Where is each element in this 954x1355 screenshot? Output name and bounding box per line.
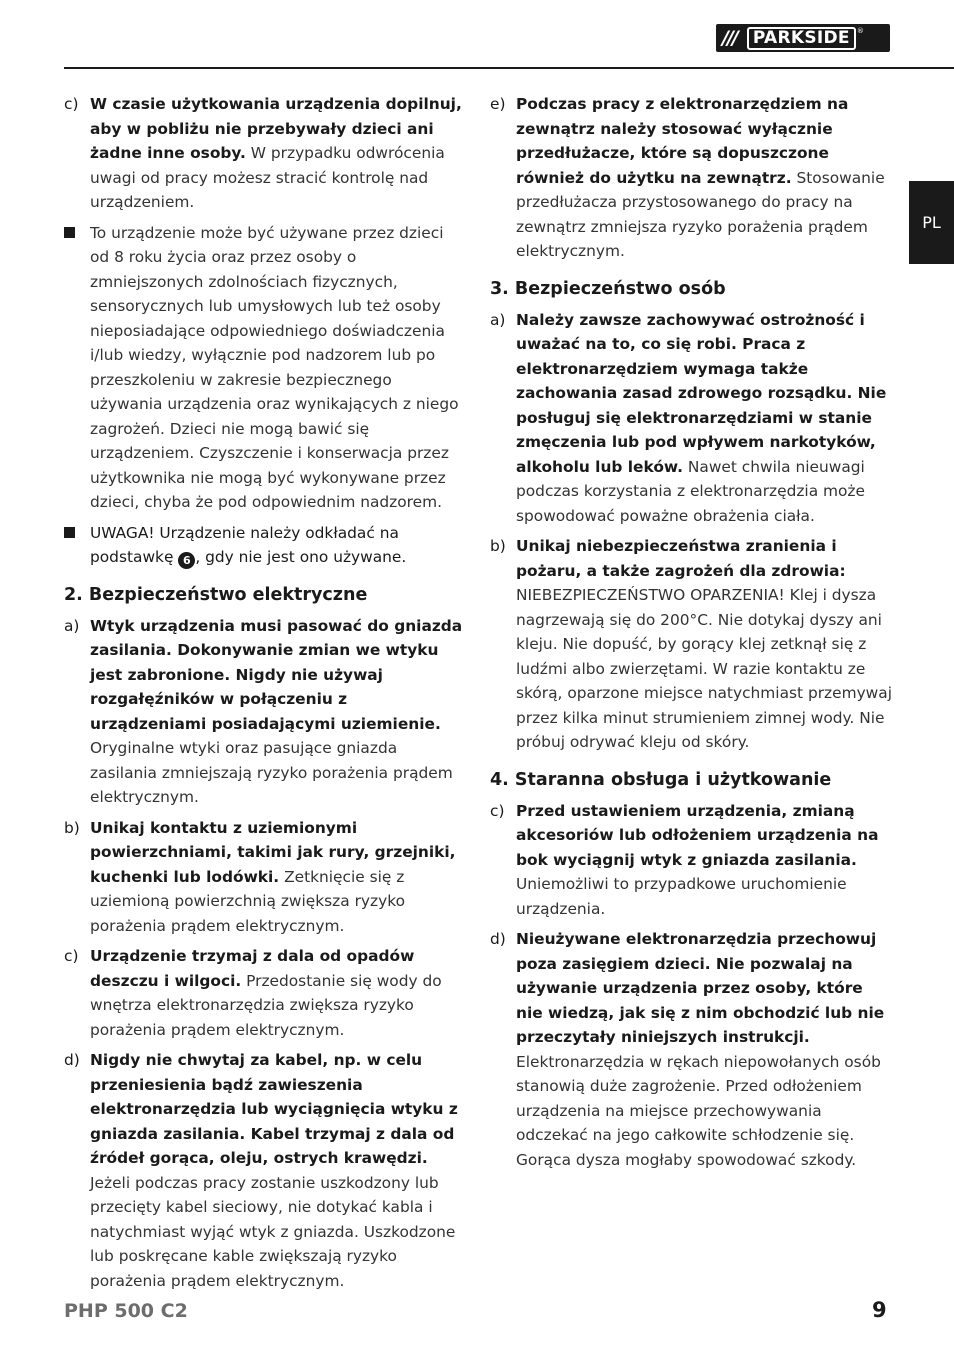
list-item [64,614,464,810]
section-heading-personal-safety: 3. Bezpieczeństwo osób [490,278,726,299]
item-label: c) [64,95,79,113]
item-label: b) [490,537,506,555]
item-label: e) [490,95,506,113]
normal-text: Stosowanie przedłużacza przystosowanego do pracy na zewnątrz zmniejsza ryzyko porażenia prądem elektrycznym. [516,168,885,260]
normal-text: Elektronarzędzia w rękach niepowołanych osób stanowią duże zagrożenie. Przed odłożeniem urządzenia na miejsce przechowywania odczekać na jego całkowite schłodzenie się. Gorąca dysza mogłaby spowodować szkody. [516,1052,881,1169]
list-item [490,534,892,755]
parkside-logo [716,24,890,52]
normal-text: Przedostanie się wody do wnętrza elektronarzędzia zwiększa ryzyko porażenia prądem elektrycznym. [90,971,442,1039]
bold-text: W czasie użytkowania urządzenia dopilnuj, aby w pobliżu nie przebywały dzieci ani żadne inne osoby. [90,95,462,162]
bullet-square-icon [64,521,90,570]
bold-text: Nigdy nie chwytaj za kabel, np. w celu przeniesienia bądź zawieszenia elektronarzędzia lub wyciągnięcia wtyku z gniazda zasilania. Kabel trzymaj z dala od źródeł gorąca, oleju, ostrych krawędzi. [90,1051,458,1167]
logo-slashes: /// [722,27,737,49]
item-text [90,92,464,215]
part-number-badge: 6 [178,552,195,569]
list-item [490,927,892,1172]
item-text [516,92,892,264]
bold-text: Podczas pracy z elektronarzędziem na zewnątrz należy stosować wyłącznie przedłużacze, które są dopuszczone również do użytku na zewnątrz. [516,95,849,187]
normal-text: Jeżeli podczas pracy zostanie uszkodzony lub przecięty kabel sieciowy, nie dotykać kabla i natychmiast wyjąć wtyk z gniazda. Uszkodzone lub poskręcane kable zwiększają ryzyko porażenia prądem elektrycznym. [90,1173,456,1290]
bold-text: Unikaj kontaktu z uziemionymi powierzchniami, takimi jak rury, grzejniki, kuchenki lub lodówki. [90,818,456,886]
logo-wordmark: PARKSIDE [747,27,856,50]
item-label: b) [64,818,80,837]
bullet-item [64,521,464,570]
bold-text: Urządzenie trzymaj z dala od opadów deszczu i wilgoci. [90,947,415,990]
item-label: c) [64,947,79,965]
item-text [90,944,464,1042]
bullet-item [64,221,464,515]
list-item [64,1048,464,1293]
section-heading-electrical: 2. Bezpieczeństwo elektryczne [64,584,368,605]
header-rule [64,67,954,69]
item-label: a) [490,310,506,329]
bold-text: Należy zawsze zachowywać ostrożność i uważać na to, co się robi. Praca z elektronarzędziem wymaga także zachowania zasad zdrowego rozsądku. Nie posługuj się elektronarzędziami w stanie zmęczenia lub pod wpływem narkotyków, alkoholu lub leków. [516,310,887,476]
logo-registered-mark: ® [856,27,864,35]
list-item [490,799,892,922]
item-label: c) [490,801,505,820]
bold-text: Wtyk urządzenia musi pasować do gniazda zasilania. Dokonywanie zmian we wtyku jest zabronione. Nigdy nie używaj rozgałęźników w połączeniu z urządzeniami posiadającymi uziemienie. [90,616,463,733]
normal-text: W przypadku odwrócenia uwagi od pracy możesz stracić kontrolę nad urządzeniem. [90,144,445,211]
bold-text: Nieużywane elektronarzędzia przechowuj poza zasięgiem dzieci. Nie pozwalaj na używanie urządzenia przez osoby, które nie wiedzą, jak się z nim obchodzić lub nie przeczytały niniejszych instrukcji. [516,930,885,1046]
section-heading-careful-use: 4. Staranna obsługa i użytkowanie [490,769,832,790]
item-text [90,614,464,810]
warning-text: UWAGA! Urządzenie należy odkładać na podstawkę [90,523,399,566]
item-text [90,1048,464,1293]
list-item [64,92,464,215]
item-text [516,308,892,529]
list-item [64,944,464,1042]
warning-text-end: , gdy nie jest ono używane. [195,548,407,566]
footer-page-number: 9 [872,1298,887,1322]
item-label: d) [490,930,506,948]
footer-model-number: PHP 500 C2 [64,1300,188,1322]
right-column [490,92,892,1178]
bullet-text [90,521,464,570]
bullet-text: To urządzenie może być używane przez dzieci od 8 roku życia oraz przez osoby o zmniejszonych zdolnościach fizycznych, sensorycznych lub umysłowych lub też osoby nieposiadające odpowiedniego doświadczenia i/lub wiedzy, wyłącznie pod nadzorem lub po przeszkoleniu w zakresie bezpiecznego używania urządzenia oraz wynikających z niego zagrożeń. Dzieci nie mogą bawić się urządzeniem. Czyszczenie i konserwacja przez użytkownika nie mogą być wykonywane przez dzieci, chyba że pod odpowiednim nadzorem. [90,223,459,511]
item-label: d) [64,1051,80,1069]
language-tab: PL [909,181,954,264]
list-item [64,816,464,939]
normal-text: Oryginalne wtyki oraz pasujące gniazda zasilania zmniejszają ryzyko porażenia prądem elektrycznym. [90,739,453,806]
item-text [516,534,892,755]
bold-text: Przed ustawieniem urządzenia, zmianą akcesoriów lub odłożeniem urządzenia na bok wyciągnij wtyk z gniazda zasilania. [516,801,879,869]
item-text [516,799,892,922]
list-item [490,92,892,264]
normal-text: Nawet chwila nieuwagi podczas korzystania z elektronarzędzia może spowodować poważne obrażenia ciała. [516,457,865,525]
bold-text: Unikaj niebezpieczeństwa zranienia i pożaru, a także zagrożeń dla zdrowia: [516,537,846,580]
normal-text: NIEBEZPIECZEŃSTWO OPARZENIA! Klej i dysza nagrzewają się do 200°C. Nie dotykaj dyszy ani kleju. Nie dopuść, by gorący klej zetknął się z ludźmi albo zwierzętami. W razie kontaktu ze skórą, oparzone miejsce natychmiast przemywaj przez kilka minut strumieniem zimnej wody. Nie próbuj odrywać kleju od skóry. [516,586,892,751]
normal-text: Zetknięcie się z uziemioną powierzchnią zwiększa ryzyko porażenia prądem elektrycznym. [90,867,405,935]
item-text [516,927,892,1172]
left-column [64,92,464,1299]
item-text [90,816,464,939]
bullet-square-icon [64,221,90,515]
normal-text: Uniemożliwi to przypadkowe uruchomienie urządzenia. [516,875,847,918]
list-item [490,308,892,529]
item-label: a) [64,616,80,635]
